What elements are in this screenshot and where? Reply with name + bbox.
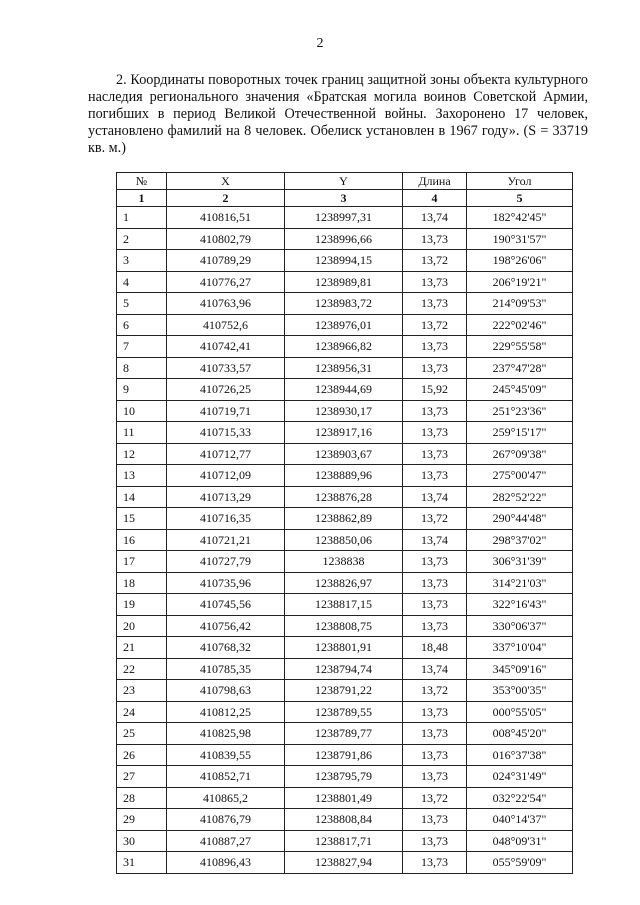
point-number: 4 [117, 271, 167, 293]
coord-x: 410721,21 [167, 529, 285, 551]
header-x: X [167, 173, 285, 190]
direction-angle: 267°09'38" [467, 443, 573, 465]
direction-angle: 282°52'22" [467, 486, 573, 508]
table-row [117, 572, 573, 594]
point-number: 20 [117, 615, 167, 637]
table-row [117, 615, 573, 637]
segment-length: 13,74 [403, 529, 467, 551]
coord-x: 410763,96 [167, 293, 285, 315]
table-row [117, 207, 573, 229]
coord-y: 1238997,31 [285, 207, 403, 229]
direction-angle: 322°16'43" [467, 594, 573, 616]
coord-y: 1238789,55 [285, 701, 403, 723]
table-row [117, 379, 573, 401]
table-row [117, 744, 573, 766]
coord-x: 410712,77 [167, 443, 285, 465]
coord-x: 410756,42 [167, 615, 285, 637]
point-number: 8 [117, 357, 167, 379]
coordinates-table [116, 172, 573, 874]
point-number: 13 [117, 465, 167, 487]
direction-angle: 353°00'35" [467, 680, 573, 702]
coord-x: 410812,25 [167, 701, 285, 723]
table-row [117, 357, 573, 379]
table-row [117, 314, 573, 336]
direction-angle: 040°14'37" [467, 809, 573, 831]
coord-y: 1238817,71 [285, 830, 403, 852]
table-row [117, 508, 573, 530]
coord-y: 1238994,15 [285, 250, 403, 272]
direction-angle: 182°42'45" [467, 207, 573, 229]
intro-text: 2. Координаты поворотных точек границ защитной зоны объекта культурного наследия регионального значения «Братская могила воинов Советской Армии, погибших в период Великой Отечественной войны. Захоронено 17 человек, установлено фамилий на 8 человек. Обелиск установлен в 1967 году». (S = 33719 кв. м.) [88, 72, 588, 156]
direction-angle: 275°00'47" [467, 465, 573, 487]
header-length: Длина [403, 173, 467, 190]
direction-angle: 330°06'37" [467, 615, 573, 637]
segment-length: 13,73 [403, 852, 467, 874]
coord-y: 1238795,79 [285, 766, 403, 788]
direction-angle: 214°09'53" [467, 293, 573, 315]
table-row [117, 701, 573, 723]
direction-angle: 229°55'58" [467, 336, 573, 358]
intro-paragraph [88, 72, 588, 157]
segment-length: 13,72 [403, 250, 467, 272]
coord-x: 410802,79 [167, 228, 285, 250]
table-body [117, 207, 573, 874]
coord-y: 1238827,94 [285, 852, 403, 874]
point-number: 18 [117, 572, 167, 594]
coord-x: 410719,71 [167, 400, 285, 422]
table-row [117, 723, 573, 745]
table-row [117, 830, 573, 852]
column-number: 3 [285, 190, 403, 207]
point-number: 22 [117, 658, 167, 680]
coord-y: 1238989,81 [285, 271, 403, 293]
segment-length: 13,73 [403, 809, 467, 831]
segment-length: 13,73 [403, 357, 467, 379]
coord-x: 410742,41 [167, 336, 285, 358]
direction-angle: 306°31'39" [467, 551, 573, 573]
segment-length: 13,73 [403, 228, 467, 250]
coord-x: 410768,32 [167, 637, 285, 659]
table-row [117, 486, 573, 508]
coord-y: 1238930,17 [285, 400, 403, 422]
coord-y: 1238789,77 [285, 723, 403, 745]
table-row [117, 443, 573, 465]
direction-angle: 008°45'20" [467, 723, 573, 745]
point-number: 3 [117, 250, 167, 272]
column-number: 1 [117, 190, 167, 207]
column-number: 4 [403, 190, 467, 207]
direction-angle: 055°59'09" [467, 852, 573, 874]
point-number: 14 [117, 486, 167, 508]
direction-angle: 048°09'31" [467, 830, 573, 852]
segment-length: 13,73 [403, 293, 467, 315]
segment-length: 13,72 [403, 314, 467, 336]
direction-angle: 298°37'02" [467, 529, 573, 551]
coord-y: 1238794,74 [285, 658, 403, 680]
coord-y: 1238791,86 [285, 744, 403, 766]
coord-y: 1238808,75 [285, 615, 403, 637]
table-row [117, 529, 573, 551]
table-row [117, 400, 573, 422]
point-number: 25 [117, 723, 167, 745]
point-number: 27 [117, 766, 167, 788]
coord-x: 410816,51 [167, 207, 285, 229]
direction-angle: 190°31'57" [467, 228, 573, 250]
coord-x: 410798,63 [167, 680, 285, 702]
coord-y: 1238889,96 [285, 465, 403, 487]
direction-angle: 237°47'28" [467, 357, 573, 379]
coord-y: 1238917,16 [285, 422, 403, 444]
table-row [117, 658, 573, 680]
segment-length: 13,73 [403, 830, 467, 852]
coord-y: 1238791,22 [285, 680, 403, 702]
coord-y: 1238801,91 [285, 637, 403, 659]
segment-length: 15,92 [403, 379, 467, 401]
table-row [117, 551, 573, 573]
direction-angle: 337°10'04" [467, 637, 573, 659]
coord-y: 1238838 [285, 551, 403, 573]
direction-angle: 290°44'48" [467, 508, 573, 530]
direction-angle: 222°02'46" [467, 314, 573, 336]
coord-x: 410733,57 [167, 357, 285, 379]
segment-length: 13,73 [403, 572, 467, 594]
table-row [117, 336, 573, 358]
point-number: 6 [117, 314, 167, 336]
table-row [117, 680, 573, 702]
coord-x: 410896,43 [167, 852, 285, 874]
point-number: 23 [117, 680, 167, 702]
table-row [117, 228, 573, 250]
coord-x: 410852,71 [167, 766, 285, 788]
direction-angle: 259°15'17" [467, 422, 573, 444]
segment-length: 13,73 [403, 465, 467, 487]
coord-x: 410887,27 [167, 830, 285, 852]
point-number: 1 [117, 207, 167, 229]
segment-length: 13,73 [403, 422, 467, 444]
point-number: 19 [117, 594, 167, 616]
point-number: 28 [117, 787, 167, 809]
segment-length: 13,73 [403, 400, 467, 422]
direction-angle: 032°22'54" [467, 787, 573, 809]
direction-angle: 024°31'49" [467, 766, 573, 788]
coord-x: 410726,25 [167, 379, 285, 401]
coord-x: 410727,79 [167, 551, 285, 573]
point-number: 31 [117, 852, 167, 874]
coord-x: 410712,09 [167, 465, 285, 487]
point-number: 24 [117, 701, 167, 723]
coord-x: 410735,96 [167, 572, 285, 594]
column-number-row [117, 190, 573, 207]
segment-length: 13,73 [403, 744, 467, 766]
coord-y: 1238862,89 [285, 508, 403, 530]
table-row [117, 766, 573, 788]
segment-length: 13,73 [403, 701, 467, 723]
segment-length: 13,72 [403, 508, 467, 530]
coord-y: 1238817,15 [285, 594, 403, 616]
table-row [117, 852, 573, 874]
segment-length: 13,74 [403, 658, 467, 680]
point-number: 16 [117, 529, 167, 551]
coord-y: 1238903,67 [285, 443, 403, 465]
coord-x: 410752,6 [167, 314, 285, 336]
coord-y: 1238966,82 [285, 336, 403, 358]
segment-length: 13,74 [403, 486, 467, 508]
coord-x: 410785,35 [167, 658, 285, 680]
table-row [117, 809, 573, 831]
table-row [117, 637, 573, 659]
direction-angle: 016°37'38" [467, 744, 573, 766]
point-number: 26 [117, 744, 167, 766]
column-number: 2 [167, 190, 285, 207]
header-angle: Угол [467, 173, 573, 190]
coord-x: 410876,79 [167, 809, 285, 831]
segment-length: 13,72 [403, 680, 467, 702]
table-row [117, 293, 573, 315]
point-number: 12 [117, 443, 167, 465]
table-row [117, 271, 573, 293]
coord-x: 410776,27 [167, 271, 285, 293]
point-number: 29 [117, 809, 167, 831]
coord-y: 1238808,84 [285, 809, 403, 831]
coord-y: 1238983,72 [285, 293, 403, 315]
coord-y: 1238876,28 [285, 486, 403, 508]
header-number: № [117, 173, 167, 190]
point-number: 30 [117, 830, 167, 852]
header-y: Y [285, 173, 403, 190]
coord-x: 410715,33 [167, 422, 285, 444]
direction-angle: 198°26'06" [467, 250, 573, 272]
table-row [117, 250, 573, 272]
segment-length: 13,73 [403, 336, 467, 358]
coord-y: 1238976,01 [285, 314, 403, 336]
segment-length: 13,72 [403, 787, 467, 809]
point-number: 11 [117, 422, 167, 444]
segment-length: 13,73 [403, 443, 467, 465]
segment-length: 13,73 [403, 723, 467, 745]
segment-length: 18,48 [403, 637, 467, 659]
coord-x: 410825,98 [167, 723, 285, 745]
direction-angle: 206°19'21" [467, 271, 573, 293]
segment-length: 13,74 [403, 207, 467, 229]
table-header-row [117, 173, 573, 190]
coord-x: 410789,29 [167, 250, 285, 272]
coord-y: 1238996,66 [285, 228, 403, 250]
table-row [117, 787, 573, 809]
coord-x: 410839,55 [167, 744, 285, 766]
segment-length: 13,73 [403, 594, 467, 616]
column-number: 5 [467, 190, 573, 207]
page-number: 2 [316, 36, 324, 51]
coord-x: 410713,29 [167, 486, 285, 508]
segment-length: 13,73 [403, 615, 467, 637]
coord-y: 1238801,49 [285, 787, 403, 809]
segment-length: 13,73 [403, 766, 467, 788]
table-row [117, 465, 573, 487]
direction-angle: 345°09'16" [467, 658, 573, 680]
direction-angle: 000°55'05" [467, 701, 573, 723]
direction-angle: 251°23'36" [467, 400, 573, 422]
direction-angle: 245°45'09" [467, 379, 573, 401]
point-number: 9 [117, 379, 167, 401]
coord-x: 410865,2 [167, 787, 285, 809]
point-number: 21 [117, 637, 167, 659]
segment-length: 13,73 [403, 271, 467, 293]
point-number: 10 [117, 400, 167, 422]
coord-y: 1238944,69 [285, 379, 403, 401]
table-row [117, 594, 573, 616]
point-number: 2 [117, 228, 167, 250]
point-number: 7 [117, 336, 167, 358]
coord-x: 410716,35 [167, 508, 285, 530]
table-row [117, 422, 573, 444]
segment-length: 13,73 [403, 551, 467, 573]
coord-y: 1238850,06 [285, 529, 403, 551]
coord-x: 410745,56 [167, 594, 285, 616]
point-number: 17 [117, 551, 167, 573]
coord-y: 1238826,97 [285, 572, 403, 594]
coord-y: 1238956,31 [285, 357, 403, 379]
point-number: 15 [117, 508, 167, 530]
point-number: 5 [117, 293, 167, 315]
direction-angle: 314°21'03" [467, 572, 573, 594]
